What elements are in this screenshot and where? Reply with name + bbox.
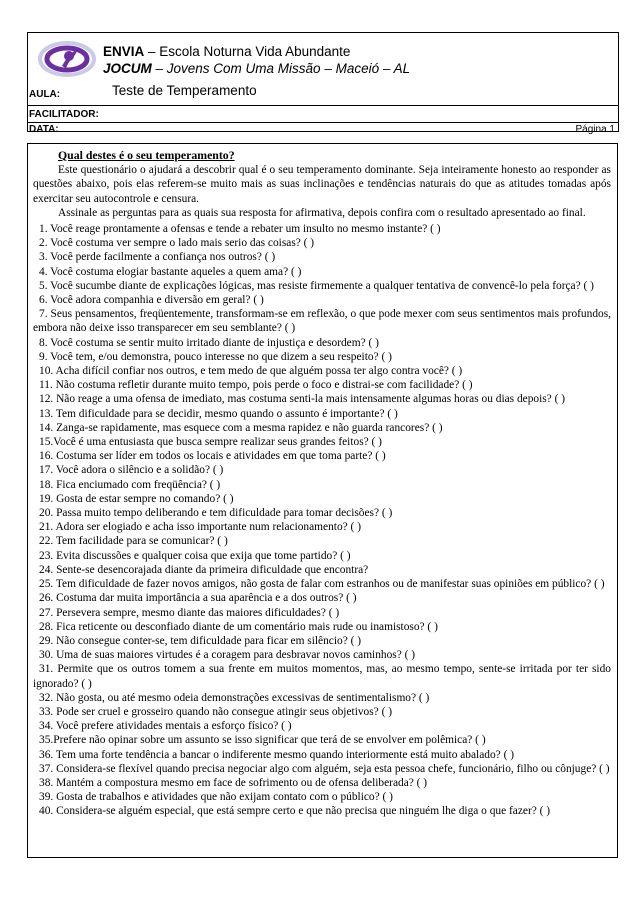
question-item: 23. Evita discussões e qualquer coisa que exija que tome partido? ( ) — [39, 549, 351, 562]
instructions-paragraph: Assinale as perguntas para as quais sua resposta for afirmativa, depois confira com o resultado apresentado ao final. — [58, 206, 586, 219]
question-item: 22. Tem facilidade para se comunicar? ( ) — [39, 535, 228, 548]
intro-paragraph: Este questionário o ajudará a descobrir qual é o seu temperamento dominante. Seja inteiramente honesto ao responder as questões abaixo, pois elas referem-se muito mais as suas inclinações e tendências naturais do que as atitudes tomadas após exercitar seu autocontrole e censura. — [33, 164, 611, 205]
data-row — [28, 122, 618, 133]
question-item: 7. Seus pensamentos, freqüentemente, transformam-se em reflexão, o que pode mexer com seus sentimentos mais profundos, embora não deixe isso transparecer em seu semblante? ( ) — [33, 308, 611, 335]
data-label: DATA: — [29, 124, 59, 135]
question-item: 38. Mantém a compostura mesmo em face de sofrimento ou de ofensa deliberada? ( ) — [39, 776, 428, 789]
question-item: 8. Você costuma se sentir muito irritado diante de injustiça e desordem? ( ) — [39, 336, 379, 349]
question-item: 13. Tem dificuldade para se decidir, mesmo quando o assunto é importante? ( ) — [39, 407, 398, 420]
question-item: 24. Sente-se desencorajada diante da primeira dificuldade que encontra? — [39, 563, 369, 576]
question-item: 18. Fica enciumado com freqüência? ( ) — [39, 478, 221, 491]
question-item: 26. Costuma dar muita importância a sua aparência e a dos outros? ( ) — [39, 592, 357, 605]
question-item: 36. Tem uma forte tendência a bancar o indiferente mesmo quando interiormente está muito abalado? ( ) — [39, 748, 515, 761]
question-item: 12. Não reage a uma ofensa de imediato, mas costuma senti-la mais intensamente algumas horas ou dias depois? ( ) — [39, 393, 566, 406]
question-item: 29. Não consegue conter-se, tem dificuldade para ficar em silêncio? ( ) — [39, 634, 362, 647]
org-name-envia: ENVIA — [103, 44, 145, 59]
question-item: 6. Você adora companhia e diversão em geral? ( ) — [39, 294, 264, 307]
question-item: 21. Adora ser elogiado e acha isso importante num relacionamento? ( ) — [39, 521, 361, 534]
org-name-jocum-full: – Jovens Com Uma Missão – Maceió – AL — [151, 61, 411, 76]
question-item: 25. Tem dificuldade de fazer novos amigos, não gosta de falar com estranhos ou de manifestar suas opiniões em público? ( ) — [39, 578, 605, 591]
document-header — [27, 32, 619, 135]
question-list — [33, 222, 611, 819]
question-item: 32. Não gosta, ou até mesmo odeia demonstrações excessivas de sentimentalismo? ( ) — [39, 691, 430, 704]
question-item: 9. Você tem, e/ou demonstra, pouco interesse no que dizem a seu respeito? ( ) — [39, 350, 392, 363]
questionnaire-title: Qual destes é o seu temperamento? — [58, 148, 235, 162]
question-item: 4. Você costuma elogiar bastante aqueles a quem ama? ( ) — [39, 265, 302, 278]
document-title: Teste de Temperamento — [112, 83, 257, 98]
question-item: 27. Persevera sempre, mesmo diante das maiores dificuldades? ( ) — [39, 606, 340, 619]
aula-row — [28, 83, 618, 104]
question-item: 11. Não costuma refletir durante muito tempo, pois perde o foco e distrai-se com facilidade? ( ) — [39, 379, 473, 392]
question-item: 2. Você costuma ver sempre o lado mais serio das coisas? ( ) — [39, 237, 315, 250]
question-item: 1. Você reage prontamente a ofensas e tende a rebater um insulto no mesmo instante? ( ) — [39, 223, 441, 236]
organization-name — [103, 43, 410, 77]
question-item: 10. Acha difícil confiar nos outros, e tem medo de que alguém possa ter algo contra você? ( ) — [39, 365, 463, 378]
org-name-envia-full: – Escola Noturna Vida Abundante — [144, 44, 351, 59]
question-item: 5. Você sucumbe diante de explicações lógicas, mas resiste firmemente a qualquer tentativa de convencê-lo pela força? ( ) — [39, 279, 594, 292]
question-item: 20. Passa muito tempo deliberando e tem dificuldade para tomar decisões? ( ) — [39, 507, 393, 520]
question-item: 17. Você adora o silêncio e a solidão? ( ) — [39, 464, 224, 477]
question-item: 16. Costuma ser líder em todos os locais e atividades em que toma parte? ( ) — [39, 450, 386, 463]
question-item: 40. Considera-se alguém especial, que está sempre certo e que não precisa que ninguém lhe diga o que fazer? ( ) — [39, 805, 551, 818]
question-item: 14. Zanga-se rapidamente, mas esquece com a mesma rapidez e não guarda rancores? ( ) — [39, 421, 443, 434]
facilitador-label: FACILITADOR: — [29, 109, 99, 120]
question-item: 19. Gosta de estar sempre no comando? ( ) — [39, 492, 234, 505]
questionnaire-body — [27, 143, 618, 858]
page-number: Página 1 — [575, 124, 615, 135]
question-item: 34. Você prefere atividades mentais a esforço físico? ( ) — [39, 720, 292, 733]
org-name-jocum: JOCUM — [103, 61, 152, 76]
question-item: 30. Uma de suas maiores virtudes é a coragem para desbravar novos caminhos? ( ) — [39, 649, 416, 662]
question-item: 31. Permite que os outros tomem a sua frente em muitos momentos, mas, ao mesmo tempo, sente-se irritada por ter sido ignorado? ( ) — [33, 663, 611, 690]
question-item: 3. Você perde facilmente a confiança nos outros? ( ) — [39, 251, 276, 264]
question-item: 39. Gosta de trabalhos e atividades que não exijam contato com o público? ( ) — [39, 791, 393, 804]
question-item: 35.Prefere não opinar sobre um assunto se isso significar que terá de se envolver em polêmica? ( ) — [39, 734, 486, 747]
envia-logo-icon — [38, 39, 96, 79]
question-item: 37. Considera-se flexível quando precisa negociar algo com alguém, seja esta pessoa chefe, funcionário, filho ou cônjuge? ( ) — [39, 762, 610, 775]
aula-label: AULA: — [29, 89, 61, 100]
question-item: 15.Você é uma entusiasta que busca sempre realizar seus grandes feitos? ( ) — [39, 436, 382, 449]
question-item: 28. Fica reticente ou desconfiado diante de um comentário mais rude ou inamistoso? ( ) — [39, 620, 438, 633]
question-item: 33. Pode ser cruel e grosseiro quando não consegue atingir seus objetivos? ( ) — [39, 705, 393, 718]
